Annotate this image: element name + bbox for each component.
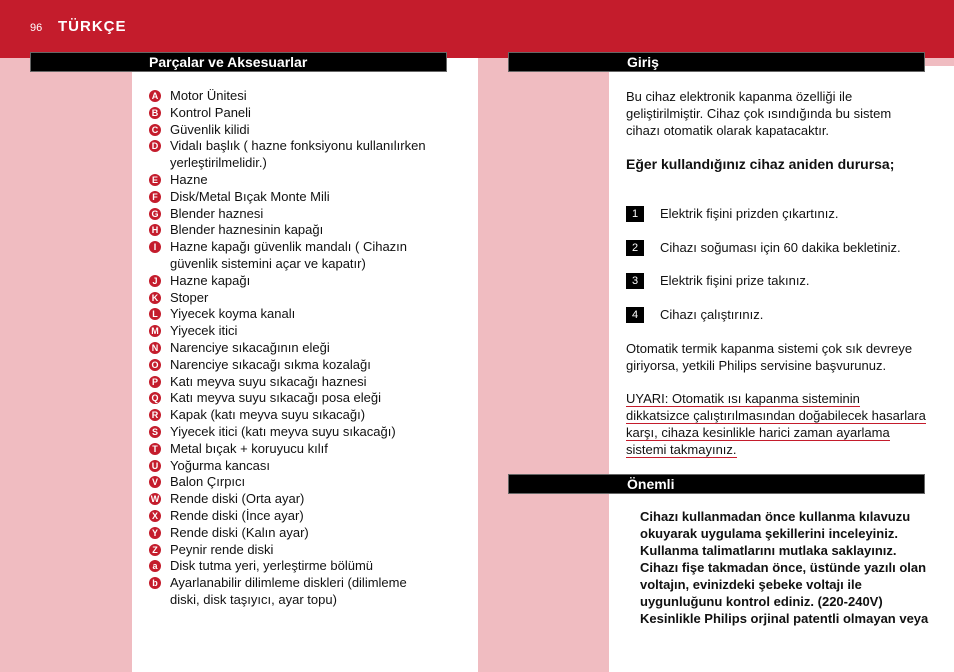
- part-letter-badge: M: [149, 325, 161, 337]
- parts-list-item: [149, 508, 439, 525]
- parts-list-item: [149, 105, 439, 122]
- part-letter-badge: L: [149, 308, 161, 320]
- parts-list-item: [149, 357, 439, 374]
- step-number: 3: [626, 273, 644, 289]
- parts-section-title: Parçalar ve Aksesuarlar: [149, 54, 308, 70]
- right-pink-strip: [925, 58, 954, 66]
- part-letter-badge: A: [149, 90, 161, 102]
- part-name: Disk/Metal Bıçak Monte Mili: [170, 188, 330, 204]
- part-name: Balon Çırpıcı: [170, 474, 246, 490]
- step-text: Elektrik fişini prize takınız.: [660, 273, 810, 288]
- parts-list-item: [149, 239, 439, 273]
- part-letter-badge: O: [149, 359, 161, 371]
- part-name: Blender haznesi: [170, 205, 264, 221]
- part-letter-badge: F: [149, 191, 161, 203]
- part-name: Güvenlik kilidi: [170, 121, 250, 137]
- page-number: 96: [30, 22, 43, 34]
- part-letter-badge: N: [149, 342, 161, 354]
- part-letter-badge: B: [149, 107, 161, 119]
- step-number: 2: [626, 240, 644, 256]
- part-letter-badge: C: [149, 124, 161, 136]
- parts-list-item: [149, 122, 439, 139]
- center-margin-panel: [478, 58, 609, 672]
- part-letter-badge: U: [149, 460, 161, 472]
- part-name: Hazne: [170, 171, 208, 187]
- parts-list-item: [149, 306, 439, 323]
- part-letter-badge: I: [149, 241, 161, 253]
- parts-list-item: [149, 189, 439, 206]
- intro-paragraph: Bu cihaz elektronik kapanma özelliği ile geliştirilmiştir. Cihaz çok ısındığında bu sistem cihazı otomatik olarak kapatacaktır.: [626, 89, 892, 138]
- parts-list-item: [149, 172, 439, 189]
- intro-section-header: [508, 52, 925, 72]
- part-name: Vidalı başlık ( hazne fonksiyonu kullanılırken yerleştirilmelidir.): [170, 138, 426, 171]
- part-name: Peynir rende diski: [170, 541, 274, 557]
- part-letter-badge: G: [149, 208, 161, 220]
- parts-list-item: [149, 491, 439, 508]
- part-name: Yiyecek koyma kanalı: [170, 306, 296, 322]
- important-paragraph: Cihazı kullanmadan önce kullanma kılavuzu okuyarak uygulama şekillerini inceleyiniz. Kullanma talimatlarını mutlaka saklayınız. Cihazı fişe takmadan önce, üstünde yazılı olan voltajın, evinizdeki şebeke voltajı ile uygunluğunu kontrol ediniz. (220-240V) Kesinlikle Philips orjinal patentli olmayan veya: [640, 509, 929, 626]
- parts-list-item: [149, 525, 439, 542]
- part-letter-badge: T: [149, 443, 161, 455]
- part-letter-badge: D: [149, 140, 161, 152]
- part-name: Rende diski (Kalın ayar): [170, 524, 309, 540]
- part-name: Kontrol Paneli: [170, 104, 251, 120]
- part-letter-badge: X: [149, 510, 161, 522]
- parts-list-item: [149, 138, 439, 172]
- part-name: Hazne kapağı güvenlik mandalı ( Cihazın güvenlik sistemini açar ve kapatır): [170, 239, 408, 271]
- part-letter-badge: J: [149, 275, 161, 287]
- part-name: Blender haznesinin kapağı: [170, 222, 324, 238]
- parts-list-item: [149, 575, 439, 609]
- part-letter-badge: E: [149, 174, 161, 186]
- part-letter-badge: K: [149, 292, 161, 304]
- part-letter-badge: Y: [149, 527, 161, 539]
- step-number: 4: [626, 307, 644, 323]
- part-name: Katı meyva suyu sıkacağı haznesi: [170, 373, 367, 389]
- parts-list-item: [149, 407, 439, 424]
- intro-section-title: Giriş: [627, 54, 659, 70]
- parts-list-item: [149, 474, 439, 491]
- parts-list-item: [149, 222, 439, 239]
- top-banner: [0, 0, 954, 58]
- part-name: Rende diski (Orta ayar): [170, 491, 305, 507]
- warning-text: UYARI: Otomatik ısı kapanma sisteminin dikkatsizce çalıştırılmasından doğabilecek hasarlara karşı, cihaza kesinlikle harici zaman ayarlama sistemi takmayınız.: [626, 391, 926, 457]
- part-name: Motor Ünitesi: [170, 88, 247, 103]
- parts-list-item: [149, 206, 439, 223]
- part-letter-badge: W: [150, 494, 160, 505]
- part-letter-badge: V: [149, 476, 161, 488]
- parts-list: [149, 88, 439, 609]
- part-name: Stoper: [170, 289, 209, 305]
- part-name: Narenciye sıkacağı sıkma kozalağı: [170, 356, 371, 372]
- parts-list-item: [149, 424, 439, 441]
- part-name: Yiyecek itici: [170, 323, 238, 339]
- parts-list-item: [149, 374, 439, 391]
- part-name: Narenciye sıkacağının eleği: [170, 339, 330, 355]
- part-letter-badge: a: [149, 560, 161, 572]
- left-margin-panel: [0, 58, 132, 672]
- step-text: Cihazı çalıştırınız.: [660, 307, 764, 322]
- parts-list-item: [149, 290, 439, 307]
- part-name: Metal bıçak + koruyucu kılıf: [170, 440, 328, 456]
- important-section-header: [508, 474, 925, 494]
- part-letter-badge: b: [149, 577, 161, 589]
- part-letter-badge: P: [149, 376, 161, 388]
- part-name: Ayarlanabilir dilimleme diskleri (dilimleme diski, disk taşıyıcı, ayar topu): [170, 575, 407, 607]
- step-number: 1: [626, 206, 644, 222]
- language-label: TÜRKÇE: [58, 18, 127, 35]
- part-name: Yoğurma kancası: [170, 457, 270, 473]
- parts-list-item: [149, 441, 439, 458]
- part-letter-badge: S: [149, 426, 161, 438]
- thermal-note: Otomatik termik kapanma sistemi çok sık devreye giriyorsa, yetkili Philips servisine başvurunuz.: [626, 341, 913, 373]
- part-name: Kapak (katı meyva suyu sıkacağı): [170, 407, 366, 423]
- parts-list-item: [149, 558, 439, 575]
- part-letter-badge: R: [149, 409, 161, 421]
- parts-list-item: [149, 542, 439, 559]
- part-name: Katı meyva suyu sıkacağı posa eleği: [170, 390, 382, 406]
- parts-list-item: [149, 88, 439, 105]
- parts-section-header: [30, 52, 447, 72]
- parts-list-item: [149, 323, 439, 340]
- sudden-stop-heading: Eğer kullandığınız cihaz aniden durursa;: [626, 156, 895, 172]
- part-letter-badge: H: [149, 224, 161, 236]
- important-section-title: Önemli: [627, 476, 675, 492]
- step-text: Cihazı soğuması için 60 dakika bekletiniz.: [660, 240, 901, 255]
- part-name: Disk tutma yeri, yerleştirme bölümü: [170, 558, 373, 574]
- parts-list-item: [149, 390, 439, 407]
- parts-list-item: [149, 458, 439, 475]
- part-name: Rende diski (İnce ayar): [170, 507, 304, 523]
- parts-list-item: [149, 340, 439, 357]
- part-letter-badge: Z: [149, 544, 161, 556]
- part-name: Hazne kapağı: [170, 272, 251, 288]
- parts-list-item: [149, 273, 439, 290]
- warning-paragraph: [626, 390, 926, 458]
- part-letter-badge: Q: [149, 392, 161, 404]
- step-text: Elektrik fişini prizden çıkartınız.: [660, 206, 839, 221]
- part-name: Yiyecek itici (katı meyva suyu sıkacağı): [170, 423, 396, 439]
